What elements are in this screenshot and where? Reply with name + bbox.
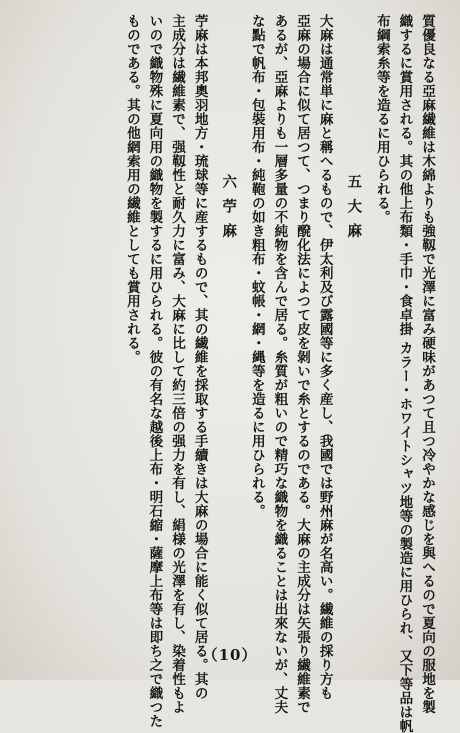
text-line: あるが、亞麻よりも一層多量の不純物を含んで居る。糸質が粗いので精巧な織物を織ることは出來ないが、丈夫 [271, 14, 288, 714]
text-line: 主成分は繊維素で、强靱性と耐久力に富み、大麻に比して約三倍の强力を有し、絹様の光澤を有し、染着性もよ [169, 14, 186, 714]
text-line: 質優良なる亞麻繊維は木綿よりも強靱で光澤に富み硬味があつて且つ冷やかな感じを與へるので夏向の服地を製 [419, 14, 435, 714]
text-line: な點で帆布・包裝用布・純鞄の如き粗布・蚊帳・網・縄等を造るに用ひられる。 [248, 14, 265, 518]
section-heading-choma: 六苧麻 [220, 174, 238, 248]
text-line: いので織物殊に夏向用の織物を製するに用ひられる。彼の有名な越後上布・明石縮・薩摩上布等は即ち之で織つた [146, 14, 163, 728]
text-line: 大麻は通常単に麻と稱へるもので、伊太利及び露國等に多く産し、我國では野州麻が名高い。繊維の採り方も [316, 14, 333, 700]
section-heading-taima: 五大麻 [345, 174, 363, 248]
text-line: 布綱索糸等を造るに用ひられる。 [373, 14, 390, 224]
page-number: （10） [202, 646, 258, 664]
text-line: 織するに賞用される。其の他上布類・手巾・食卓掛 カラー・ホワイトシャツ地等の製造に用ひられ、又下等品は帆 [396, 14, 413, 733]
text-line: 苧麻は本邦奧羽地方・琉球等に産するもので、其の繊維を採取する手續きは大麻の場合に能く似て居る。其の [191, 14, 208, 700]
text-line: 亞麻の場合に似て居つて、つまり醗化法によつて皮を剝いで糸とするのである。大麻の主成分は矢張り繊維素で [294, 14, 311, 714]
text-line: ものである。其の他網索用の繊維としても賞用される。 [123, 14, 140, 364]
